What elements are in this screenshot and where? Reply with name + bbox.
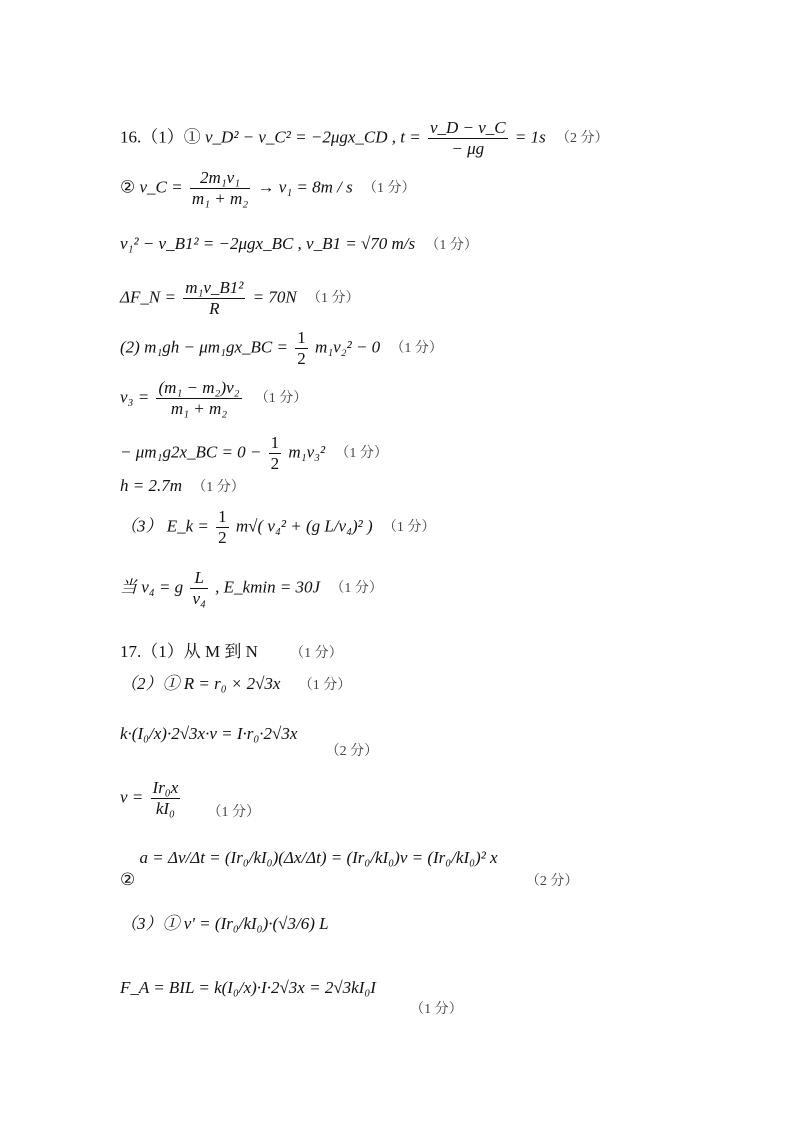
eq2-den: m₁ + m₂ [191, 189, 249, 208]
eq8: h = 2.7m [120, 476, 182, 495]
eq7-fraction [269, 433, 282, 474]
eq9-score: （1 分） [382, 520, 436, 536]
q16-line2 [120, 168, 416, 209]
q17-eqB-num: Ir₀x [152, 778, 179, 797]
eq9-num: 1 [218, 507, 227, 526]
eq5-num: 1 [297, 328, 306, 347]
eq6-lhs: v₃ = [120, 387, 150, 407]
eq8-score: （1 分） [192, 480, 245, 495]
eq5-post: m₁v₂² − 0 [314, 337, 381, 357]
circled-1: ① [183, 127, 201, 147]
q16-line3 [120, 234, 478, 256]
eq1-rhs: = 1s [514, 127, 546, 147]
q17-p2: （2）① R = r₀ × 2√3x [120, 674, 281, 693]
q17-eqB-den: kI₀ [155, 799, 175, 818]
eq9-fraction [216, 507, 229, 548]
eq10-num: L [190, 568, 207, 589]
q17-title-line [120, 642, 343, 664]
q16-line6 [120, 378, 307, 419]
q16-line1 [120, 118, 609, 159]
eq2-num: 2m₁v₁ [190, 168, 250, 189]
eq10-post: , E_kmin = 30J [215, 577, 321, 597]
eq9-pre: （3） E_k = [120, 516, 209, 536]
eq7-score: （1 分） [335, 446, 388, 462]
q16-line8 [120, 476, 245, 498]
eq7-pre: − μm₁g2x_BC = 0 − [120, 442, 262, 462]
q17-eqA-score: （2 分） [325, 744, 379, 759]
eq6-num: (m₁ − m₂)v₂ [158, 378, 240, 397]
eq7-num: 1 [270, 433, 280, 452]
eq1-num: v_D − v_C [429, 118, 506, 137]
eq4-num: m₁v_B1² [185, 278, 244, 297]
eq3: v₁² − v_B1² = −2μgx_BC , v_B1 = √70 m/s [120, 234, 416, 253]
eq2-fraction [190, 168, 250, 209]
q16-line9 [120, 507, 435, 548]
q16-line10 [120, 568, 383, 609]
q17-lineD [120, 914, 329, 934]
q17-lineA [120, 724, 379, 759]
circled-2: ② [120, 177, 136, 197]
eq10-den: v₄ [192, 589, 206, 608]
eq4-fraction [183, 278, 245, 319]
eq3-score: （1 分） [425, 238, 478, 253]
q16-line5 [120, 328, 443, 369]
eq10-score: （1 分） [330, 581, 383, 597]
eq1-score: （2 分） [556, 131, 609, 147]
eq10-pre: 当 v₄ = g [120, 577, 184, 597]
eq4-den: R [209, 299, 220, 318]
q17-eqB-fraction [151, 778, 181, 819]
eq1-den: − μg [451, 139, 485, 158]
q17-eqC: a = Δv/Δt = (Ir₀/kI₀)(Δx/Δt) = (Ir₀/kI₀)v = (Ir₀/kI₀)² x [139, 848, 498, 867]
eq5-score: （1 分） [390, 341, 443, 357]
eq6-score: （1 分） [254, 391, 308, 407]
eq5-pre: (2) m₁gh − μm₁gx_BC = [120, 337, 288, 357]
q16-line4 [120, 278, 359, 319]
eq4-rhs: = 70N [252, 287, 297, 307]
eq1-t: t = [400, 127, 421, 147]
q17-p2-score: （1 分） [298, 678, 352, 693]
q17-eqB-score: （1 分） [207, 805, 261, 821]
eq7-post: m₁v₃² [288, 442, 326, 462]
q16-line7 [120, 433, 388, 474]
q17-eqE: F_A = BIL = k(I₀/x)·I·2√3x = 2√3kI₀I [120, 978, 376, 997]
q17-eqB-lhs: v = [120, 787, 144, 807]
eq1-fraction [428, 118, 508, 159]
eq6-den: m₁ + m₂ [170, 399, 228, 418]
eq2-score: （1 分） [363, 181, 416, 197]
q17-circled-2: ② [120, 870, 136, 889]
q17-lineE [120, 978, 463, 1017]
q17-title-score: （1 分） [290, 646, 343, 661]
eq2-lhs: v_C = [139, 177, 183, 197]
q17-eqD: （3）① v' = (Ir₀/kI₀)·(√3/6) L [120, 914, 329, 933]
q17-eqE-score: （1 分） [410, 1002, 463, 1017]
eq4-lhs: ΔF_N = [120, 287, 176, 307]
q16-number: 16.（1） [120, 127, 184, 147]
q17-eqA: k·(I₀/x)·2√3x·v = I·r₀·2√3x [120, 724, 298, 743]
eq9-post: m√( v₄² + (g L/v₄)² ) [235, 516, 373, 536]
q17-line2 [120, 674, 351, 696]
eq5-fraction [295, 328, 308, 369]
eq1-main: v_D² − v_C² = −2μgx_CD , [205, 127, 397, 147]
eq6-fraction [156, 378, 241, 419]
q17-eqC-score: （2 分） [525, 874, 579, 889]
eq10-fraction [190, 568, 207, 609]
q17-lineB [120, 778, 260, 819]
eq4-score: （1 分） [306, 291, 360, 307]
q17-lineC [120, 848, 579, 889]
eq9-den: 2 [218, 528, 227, 547]
eq5-den: 2 [297, 349, 306, 368]
q17-title: 17.（1）从 M 到 N [120, 642, 258, 661]
eq7-den: 2 [270, 454, 280, 473]
eq2-rhs: → v₁ = 8m / s [257, 177, 353, 197]
